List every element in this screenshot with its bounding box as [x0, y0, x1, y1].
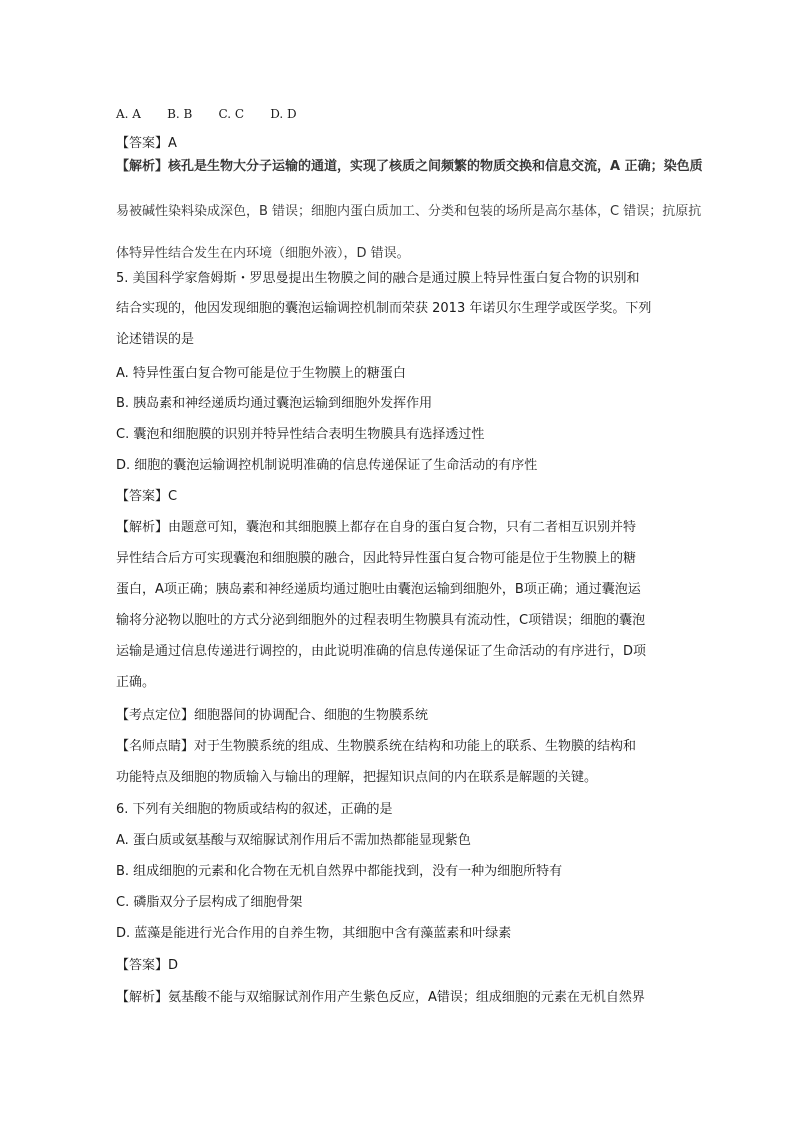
q4-option-b: B. B: [167, 107, 193, 121]
q6-stem: 6. 下列有关细胞的物质或结构的叙述，正确的是: [116, 802, 393, 817]
q5-option-b: B. 胰岛素和神经递质均通过囊泡运输到细胞外发挥作用: [116, 396, 433, 411]
q5-kaodian: 【考点定位】细胞器间的协调配合、细胞的生物膜系统: [116, 708, 429, 723]
q5-answer: 【答案】C: [116, 489, 178, 504]
q4-option-d: D. D: [270, 107, 297, 121]
q5-option-a: A. 特异性蛋白复合物可能是位于生物膜上的糖蛋白: [116, 366, 406, 381]
q5-analysis-line-1: 【解析】由题意可知，囊泡和其细胞膜上都存在自身的蛋白复合物，只有二者相互识别并特: [116, 520, 637, 535]
q5-option-d: D. 细胞的囊泡运输调控机制说明准确的信息传递保证了生命活动的有序性: [116, 458, 538, 473]
q6-analysis-line-1: 【解析】氨基酸不能与双缩脲试剂作用产生紫色反应，A错误；组成细胞的元素在无机自然界: [116, 990, 645, 1005]
q6-option-b: B. 组成细胞的元素和化合物在无机自然界中都能找到，没有一种为细胞所特有: [116, 864, 563, 879]
q4-analysis-line-2: 易被碱性染料染成深色，B 错误；细胞内蛋白质加工、分类和包装的场所是高尔基体，C 错误；抗原抗: [116, 204, 702, 219]
q5-stem-line-3: 论述错误的是: [116, 332, 195, 347]
q4-options-row: [116, 106, 319, 123]
q5-analysis-line-3: 蛋白，A项正确；胰岛素和神经递质均通过胞吐由囊泡运输到细胞外，B项正确；通过囊泡运: [116, 582, 641, 597]
q4-option-a: A. A: [116, 107, 141, 121]
q5-analysis-line-4: 输将分泌物以胞吐的方式分泌到细胞外的过程表明生物膜具有流动性，C项错误；细胞的囊泡: [116, 613, 646, 628]
q5-stem-line-1: 5. 美国科学家詹姆斯・罗思曼提出生物膜之间的融合是通过膜上特异性蛋白复合物的识别和: [116, 271, 640, 286]
q5-analysis-line-6: 正确。: [116, 675, 156, 690]
q5-analysis-line-2: 异性结合后方可实现囊泡和细胞膜的融合，因此特异性蛋白复合物可能是位于生物膜上的糖: [116, 551, 637, 566]
q4-option-c: C. C: [218, 107, 245, 121]
q4-analysis-line-1: 【解析】核孔是生物大分子运输的通道，实现了核质之间频繁的物质交换和信息交流，A 正确；染色质: [116, 159, 703, 174]
q6-option-d: D. 蓝藻是能进行光合作用的自养生物，其细胞中含有藻蓝素和叶绿素: [116, 926, 512, 941]
q6-option-c: C. 磷脂双分子层构成了细胞骨架: [116, 895, 303, 910]
q6-option-a: A. 蛋白质或氨基酸与双缩脲试剂作用后不需加热都能显现紫色: [116, 833, 471, 848]
q5-analysis-line-5: 运输是通过信息传递进行调控的，由此说明准确的信息传递保证了生命活动的有序进行，D项: [116, 644, 647, 659]
q5-stem-line-2: 结合实现的，他因发现细胞的囊泡运输调控机制而荣获 2013 年诺贝尔生理学或医学奖。下列: [116, 301, 652, 316]
q4-answer: 【答案】A: [116, 136, 177, 151]
q5-mingshi-line-2: 功能特点及细胞的物质输入与输出的理解，把握知识点间的内在联系是解题的关键。: [116, 770, 598, 785]
q4-analysis-line-3: 体特异性结合发生在内环境（细胞外液），D 错误。: [116, 246, 410, 261]
q5-mingshi-line-1: 【名师点睛】对于生物膜系统的组成、生物膜系统在结构和功能上的联系、生物膜的结构和: [116, 739, 637, 754]
q6-answer: 【答案】D: [116, 958, 179, 973]
q5-option-c: C. 囊泡和细胞膜的识别并特异性结合表明生物膜具有选择透过性: [116, 427, 485, 442]
